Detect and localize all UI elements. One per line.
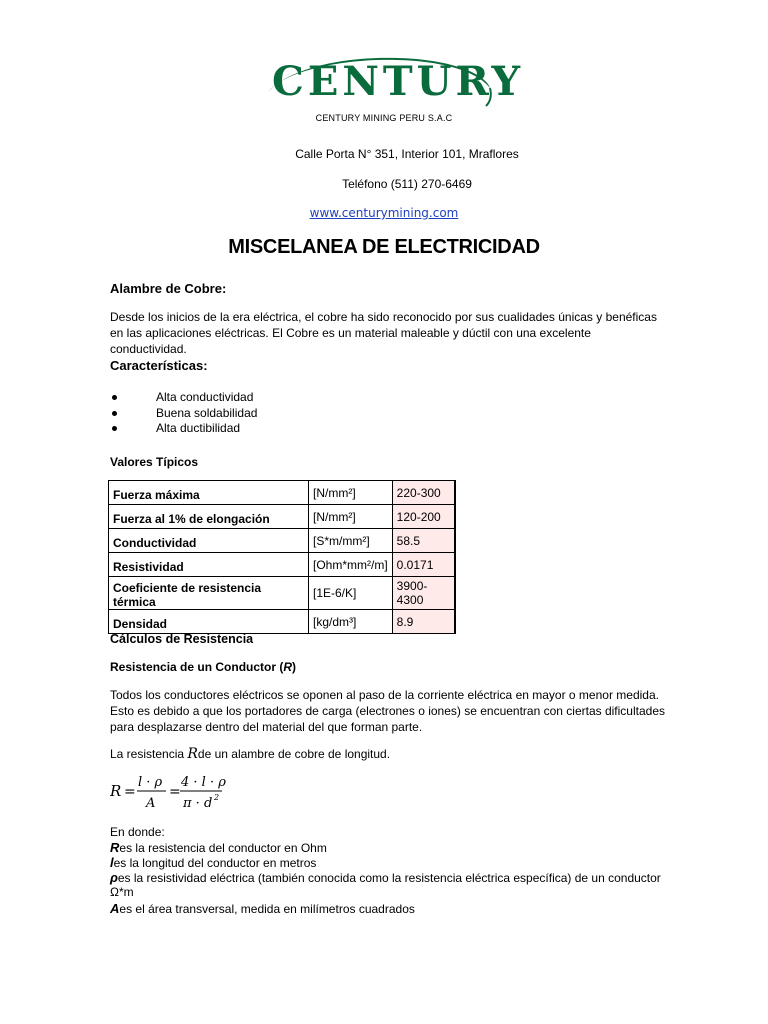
table-row: Densidad [kg/dm³] 8.9 xyxy=(109,610,455,634)
where-label: En donde: xyxy=(110,825,165,839)
formula-exp: 2 xyxy=(214,793,220,802)
copper-heading: Alambre de Cobre: xyxy=(110,281,227,296)
formula-den-1: A xyxy=(146,796,156,811)
table-row: Fuerza máxima [N/mm²] 220-300 xyxy=(109,481,455,505)
company-phone: Teléfono (511) 270-6469 xyxy=(342,177,472,191)
company-address: Calle Porta N° 351, Interior 101, Mraflores xyxy=(295,147,519,161)
resistance-formula xyxy=(110,772,230,812)
bullet-icon xyxy=(112,395,117,400)
document-page: CENTURY CENTURY MINING PERU S.A.C Calle Porta N° 351, Interior 101, Mraflores Teléfono (511) 270-6469 www.centurymining.com MISCELANEA DE ELECTRICIDAD Alambre de Cobre: Desde los inicios de la era eléctrica, el cobre ha sido reconocido por sus cualidades únicas y benéficas en las aplicaciones eléctricas. El Cobre es un material maleable y dúctil con una excelente conductividad. Características: Alta conductividad Buena soldabilidad Alta ductibilidad Valores Típicos Fuerza máxima [N/mm²] 220-300 Fuerza al 1% de elongación [N/mm²] 120-200 Conductividad [S*m/mm²] 58.5 Resistividad [Ohm*mm²/m] 0.0171 Coeficiente de resistencia térmica [1E-6/K] 3900-4300 Densidad [kg/dm³] 8.9 Cálculos de Resistencia Resistencia de un Conductor (R) Todos los conductores eléctricos se oponen al paso de la corriente eléctrica en mayor o menor medida. Esto es debido a que los portadores de carga (electrones o iones) se encuentran con ciertas dificultades para desplazarse dentro del material del que forman parte. La resistencia Rde un alambre de cobre de longitud. R = l · ρ A = 4 · l · ρ π · d 2 En donde: Res la resistencia del conductor en Ohm les la longitud del conductor en metros ρes la resistividad eléctrica (también conocida como la resistencia eléctrica específica) de un conductor Ω*m Aes el área transversal, medida en milímetros cuadrados xyxy=(0,0,768,1024)
copper-paragraph: Desde los inicios de la era eléctrica, el cobre ha sido reconocido por sus cualidades únicas y benéficas en las aplicaciones eléctricas. El Cobre es un material maleable y dúctil con una excelente conductividad. xyxy=(110,310,657,356)
calc-heading: Cálculos de Resistencia xyxy=(110,632,254,646)
typical-values-heading: Valores Típicos xyxy=(110,455,199,469)
document-title: MISCELANEA DE ELECTRICIDAD xyxy=(228,236,540,258)
logo-wordmark: CENTURY xyxy=(272,58,525,105)
bullet-icon xyxy=(112,426,117,431)
features-heading: Características: xyxy=(110,358,208,373)
company-website-link[interactable]: www.centurymining.com xyxy=(309,206,459,220)
definition-r: Res la resistencia del conductor en Ohm xyxy=(110,840,327,855)
formula-eq-2: = xyxy=(169,784,181,800)
table-row: Fuerza al 1% de elongación [N/mm²] 120-200 xyxy=(109,505,455,529)
table-row: Coeficiente de resistencia térmica [1E-6/K] 3900-4300 xyxy=(109,577,455,610)
table-row: Conductividad [S*m/mm²] 58.5 xyxy=(109,529,455,553)
formula-lhs: R xyxy=(110,782,122,800)
typical-values-table xyxy=(108,480,456,634)
formula-eq-1: = xyxy=(124,784,136,800)
formula-den-2: π · d xyxy=(183,796,213,811)
formula-num-2: 4 · l · ρ xyxy=(181,775,226,790)
resistance-intro: La resistencia Rde un alambre de cobre de longitud. xyxy=(110,746,391,762)
definition-rho-unit: Ω*m xyxy=(110,885,134,899)
definition-l: les la longitud del conductor en metros xyxy=(110,855,317,870)
formula-num-1: l · ρ xyxy=(138,775,163,790)
definition-a: Aes el área transversal, medida en milímetros cuadrados xyxy=(110,901,415,916)
bullet-icon xyxy=(112,411,117,416)
century-logo xyxy=(258,52,525,114)
conductor-paragraph: Todos los conductores eléctricos se oponen al paso de la corriente eléctrica en mayor o menor medida. Esto es debido a que los portadores de carga (electrones o iones) se encuentran con ciertas dificultades para desplazarse dentro del material del que forman parte. xyxy=(110,688,665,734)
company-name: CENTURY MINING PERU S.A.C xyxy=(315,113,453,123)
conductor-heading: Resistencia de un Conductor (R) xyxy=(110,660,297,674)
table-row: Resistividad [Ohm*mm²/m] 0.0171 xyxy=(109,553,455,577)
definition-rho: ρes la resistividad eléctrica (también conocida como la resistencia eléctrica específica) de un conductor xyxy=(110,870,661,885)
